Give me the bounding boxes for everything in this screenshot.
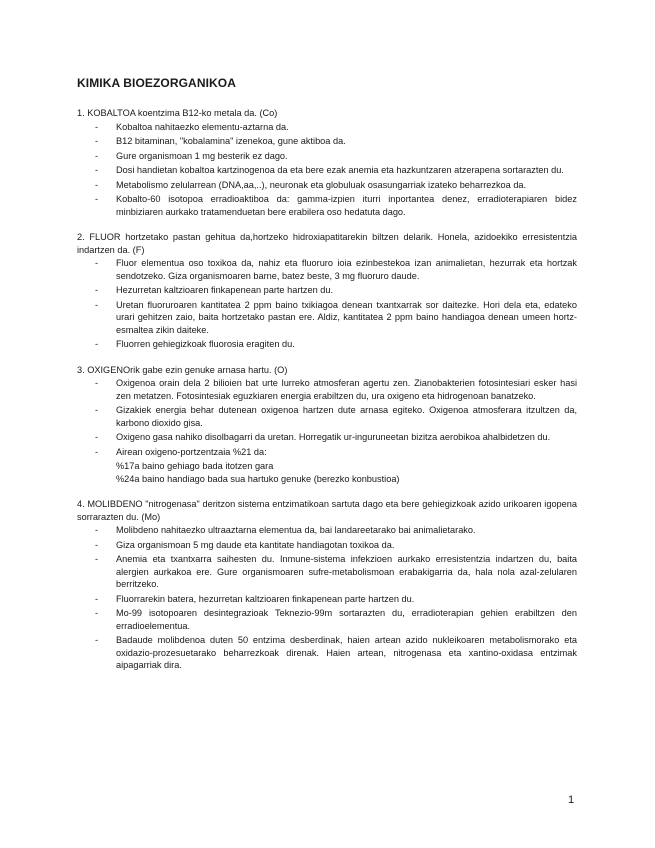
section-oxygen (77, 364, 577, 486)
list-item: - Fluorren gehiegizkoak fluorosia eragiten du. (77, 338, 577, 351)
list-item: - Giza organismoan 5 mg daude eta kantitate handiagotan toxikoa da. (77, 539, 577, 552)
sub-item: %17a baino gehiago bada itotzen gara (116, 461, 274, 471)
list-item: - Badaude molibdenoa duten 50 entzima desberdinak, haien artean azido nukleikoaren metabolismorako eta oxidazio-prozesuetarako beharrezkoak direnak. Haien artean, nitrogenasa eta xantino-oxidasa entzimak aipagarriak dira. (77, 634, 577, 672)
list-item: - Anemia eta txantxarra saihesten du. Inmune-sistema infekzioen aurkako erresistentzia indartzen du, baita alergien aurkakoa ere. Gure organismoaren sufre-metabolismoan erabakigarria da, hala nola azal-zelularen berritzeko. (77, 553, 577, 591)
list-item: - Hezurretan kaltzioaren finkapenean parte hartzen du. (77, 284, 577, 297)
list-item: - B12 bitaminan, "kobalamina" izenekoa, gune aktiboa da. (77, 135, 577, 148)
list-item: - Oxigenoa orain dela 2 bilioien bat urte lurreko atmosferan agertu zen. Zianobakterien fotosintesiari esker hasi zen metatzen. Fotosintesiak eguzkiaren energia erabiltzen du, ura oxigeno eta hidrogenoan banatzeko. (77, 377, 577, 402)
list-item: - Fluorrarekin batera, hezurretan kaltzioaren finkapenean parte hartzen du. (77, 593, 577, 606)
list-item: - Fluor elementua oso toxikoa da, nahiz eta fluoruro ioia ezinbestekoa izan animalietan, hezurrak eta hortzak sendotzeko. Giza organismoaren barne, batez beste, 3 mg fluoruro daude. (77, 257, 577, 282)
section-heading: 2. FLUOR hortzetako pastan gehitua da,hortzeko hidroxiapatitarekin biltzen delarik. Honela, azidoekiko erresistentzia indartzen da. (F) (77, 232, 577, 255)
bullet-list (77, 257, 577, 351)
section-cobalt (77, 107, 577, 218)
list-item: - Molibdeno nahitaezko ultraaztarna elementua da, bai landareetarako bai animalietarako. (77, 524, 577, 537)
sub-item: %24a baino handiago bada sua hartuko genuke (berezko konbustioa) (116, 473, 400, 484)
section-heading: 4. MOLIBDENO "nitrogenasa" deritzon sistema entzimatikoan sartuta dago eta bere gehiegizkoak azido urikoaren igopena sorrarazten du. (Mo) (77, 499, 577, 522)
section-heading: 1. KOBALTOA koentzima B12-ko metala da. (Co) (77, 108, 278, 118)
list-item: - Metabolismo zelularrean (DNA,aa,..), neuronak eta globuluak osasungarriak izateko beharrezkoa da. (77, 179, 577, 192)
bullet-list (77, 524, 577, 672)
bullet-list (77, 377, 577, 458)
list-item: - Uretan fluoruroaren kantitatea 2 ppm baino txikiagoa denean txantxarrak sor daitezke. Hori dela eta, edateko urari gehitzen zaio, baita hortzetako pastan ere. Aldiz, kantitatea 2 ppm baino handiagoa denean umeen hortz-esmaltea zikin daiteke. (77, 299, 577, 337)
list-item: - Mo-99 isotopoaren desintegrazioak Teknezio-99m sortarazten du, erradioterapian gehien erabiltzen den erradioelementua. (77, 607, 577, 632)
section-heading: 3. OXIGENOrik gabe ezin genuke arnasa hartu. (O) (77, 364, 288, 375)
list-item: - Airean oxigeno-portzentzaia %21 da: (77, 446, 577, 459)
list-item: - Gizakiek energia behar dutenean oxigenoa hartzen dute arnasa egiteko. Oxigenoa atmosferara itzultzen da, karbono dioxido gisa. (77, 404, 577, 429)
list-item: - Dosi handietan kobaltoa kartzinogenoa da eta bere ezak anemia eta hazkuntzaren atzerapena sortarazten du. (77, 164, 577, 177)
document-title: KIMIKA BIOEZORGANIKOA (77, 76, 236, 90)
list-item: - Kobalto-60 isotopoa erradioaktiboa da: gamma-izpien iturri inportantea denez, erradioterapiaren bidez minbiziaren aurkako tratamenduetan bere erabilera oso hedatuta dago. (77, 193, 577, 218)
list-item: - Gure organismoan 1 mg besterik ez dago. (77, 150, 577, 163)
section-fluor (77, 231, 577, 351)
section-molybdenum (77, 498, 577, 672)
list-item: - Kobaltoa nahitaezko elementu-aztarna da. (77, 121, 577, 134)
sub-list (77, 460, 577, 485)
list-item: - Oxigeno gasa nahiko disolbagarri da uretan. Horregatik ur-inguruneetan bizitza aerobikoa ahalbidetzen du. (77, 431, 577, 444)
page-number: 1 (568, 794, 575, 806)
document-page (77, 76, 577, 685)
bullet-list (77, 121, 577, 219)
